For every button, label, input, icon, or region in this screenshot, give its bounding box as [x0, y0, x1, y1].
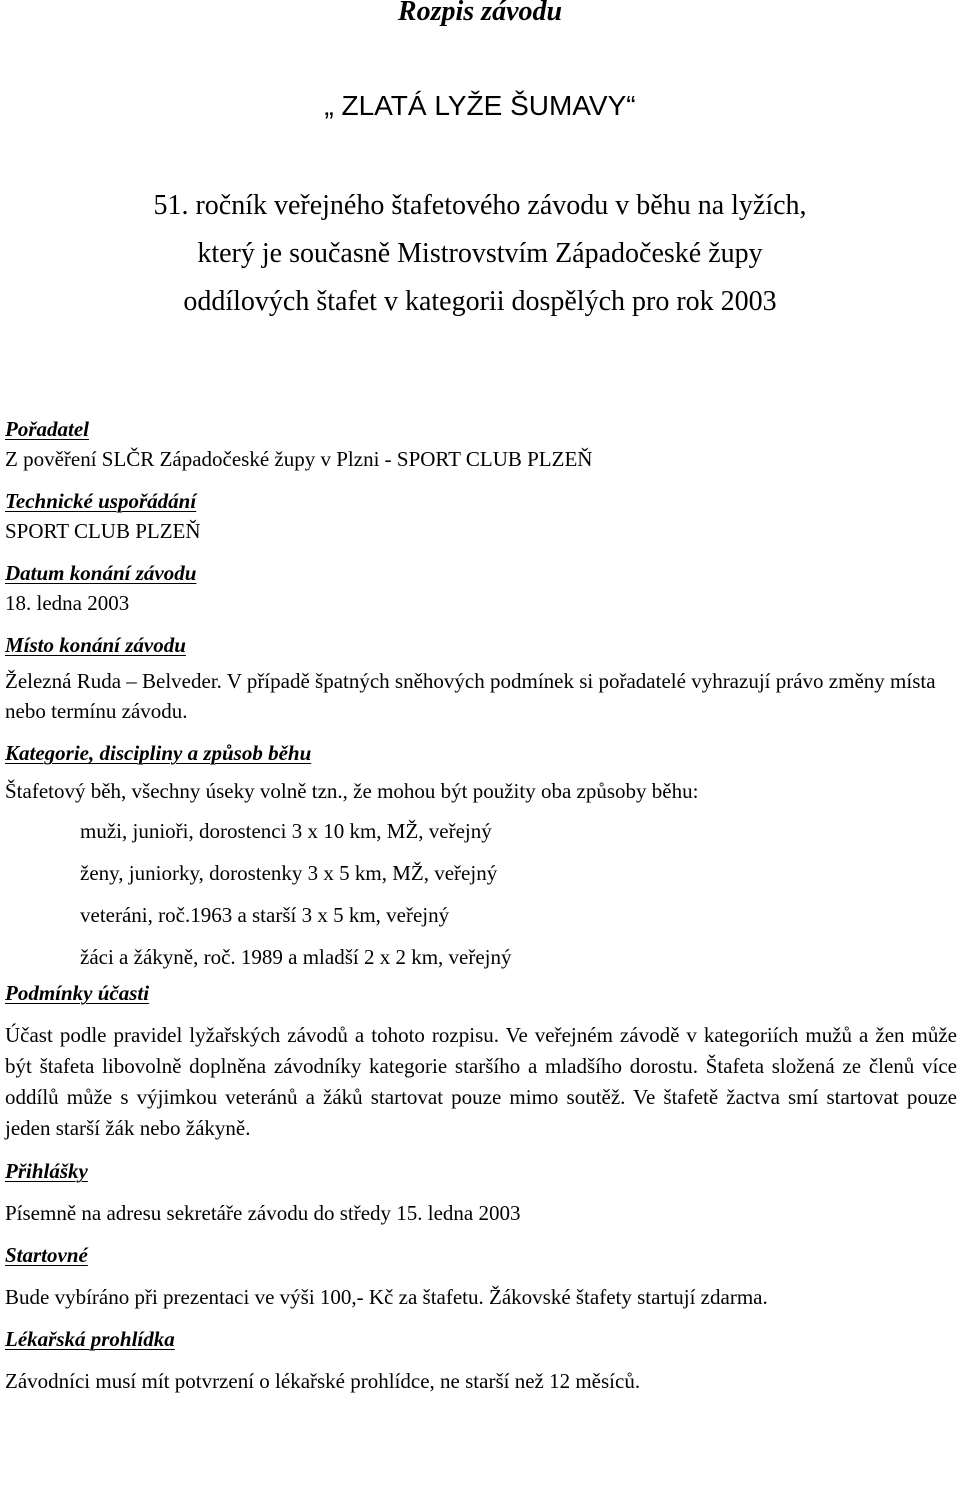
section-text-technicke: SPORT CLUB PLZEŇ: [5, 519, 201, 543]
list-item: muži, junioři, dorostenci 3 x 10 km, MŽ, veřejný: [80, 819, 492, 843]
section-heading-technicke: Technické uspořádání: [5, 489, 197, 513]
section-heading-startovne: Startovné: [5, 1243, 88, 1267]
intro-line: 51. ročník veřejného štafetového závodu v běhu na lyžích,: [153, 190, 807, 221]
section-heading-kategorie: Kategorie, discipliny a způsob běhu: [5, 741, 312, 765]
category-list: [5, 810, 957, 978]
section-heading-datum: Datum konání závodu: [5, 561, 197, 585]
list-item: veteráni, roč.1963 a starší 3 x 5 km, veřejný: [80, 903, 450, 927]
section-heading-prihlasky: Přihlášky: [5, 1159, 88, 1183]
section-text-kategorie: Štafetový běh, všechny úseky volně tzn., že mohou být použity oba způsoby běhu:: [5, 779, 699, 803]
section-text-startovne: Bude vybíráno při prezentaci ve výši 100,- Kč za štafetu. Žákovské štafety startují zdarma.: [5, 1285, 768, 1309]
section-text-prihlasky: Písemně na adresu sekretáře závodu do středy 15. ledna 2003: [5, 1201, 521, 1225]
section-heading-misto: Místo konání závodu: [5, 633, 186, 657]
section-heading-podminky: Podmínky účasti: [5, 981, 150, 1005]
section-text-podminky: Účast podle pravidel lyžařských závodů a tohoto rozpisu. Ve veřejném závodě v kategoriích mužů a žen může být štafeta libovolně doplněna závodníky kategorie staršího a mladšího dorostu. Štafeta složená ze členů více oddílů může s výjimkou veteránů a žáků startovat pouze mimo soutěž. Ve štafetě žactva smí startovat pouze jeden starší žák nebo žákyně.: [5, 1023, 957, 1140]
document-title: Rozpis závodu: [397, 0, 563, 27]
intro-line: který je současně Mistrovstvím Západočeské župy: [197, 238, 763, 269]
section-heading-poradatel: Pořadatel: [5, 417, 89, 441]
list-item: žáci a žákyně, roč. 1989 a mladší 2 x 2 km, veřejný: [80, 945, 512, 969]
intro-line: oddílových štafet v kategorii dospělých pro rok 2003: [183, 286, 777, 317]
event-name: „ ZLATÁ LYŽE ŠUMAVY“: [324, 90, 636, 121]
list-item: ženy, juniorky, dorostenky 3 x 5 km, MŽ, veřejný: [80, 861, 498, 885]
intro-text: [0, 182, 960, 326]
section-text-datum: 18. ledna 2003: [5, 591, 130, 615]
section-text-lekarska: Závodníci musí mít potvrzení o lékařské prohlídce, ne starší než 12 měsíců.: [5, 1369, 641, 1393]
section-text-misto: Železná Ruda – Belveder. V případě špatných sněhových podmínek si pořadatelé vyhrazují právo změny místa nebo termínu závodu.: [5, 669, 936, 723]
section-heading-lekarska: Lékařská prohlídka: [5, 1327, 175, 1351]
section-text-poradatel: Z pověření SLČR Západočeské župy v Plzni - SPORT CLUB PLZEŇ: [5, 447, 593, 471]
document-body: [5, 414, 957, 1396]
